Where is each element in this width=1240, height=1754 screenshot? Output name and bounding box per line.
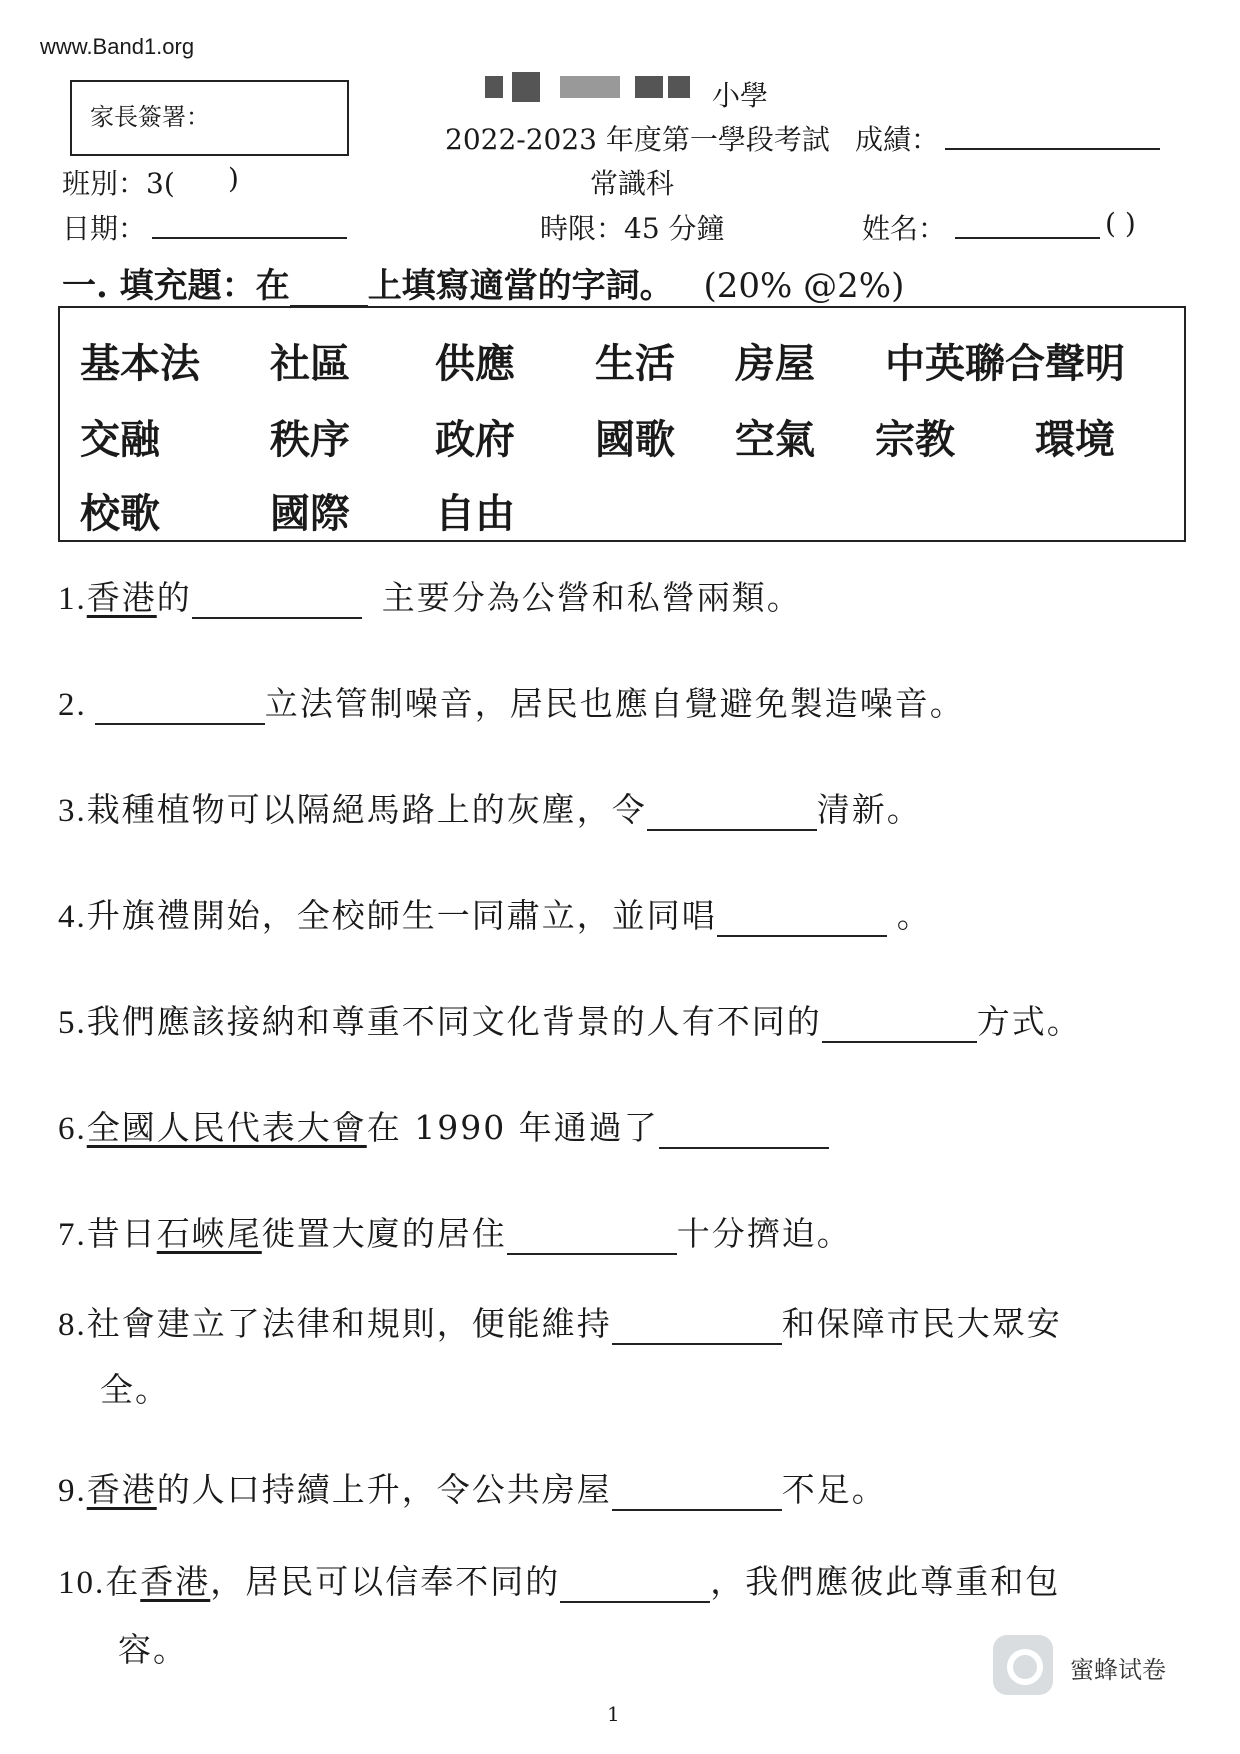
question-1: 1.香港的 主要分為公營和私營兩類。	[58, 578, 802, 617]
word-bank-item: 生活	[595, 340, 675, 387]
section-marks: (20% @2%)	[703, 266, 905, 306]
section-title-b: 上填寫適當的字詞。	[367, 266, 674, 306]
question-4: 4.升旗禮開始，全校師生一同肅立，並同唱 。	[58, 896, 932, 935]
redacted-block	[512, 72, 540, 102]
answer-blank[interactable]	[822, 1011, 977, 1043]
word-bank-item: 房屋	[735, 340, 815, 387]
answer-blank[interactable]	[192, 587, 362, 619]
answer-blank[interactable]	[612, 1479, 782, 1511]
word-bank	[58, 306, 1186, 542]
redacted-block	[668, 76, 690, 98]
word-bank-item: 環境	[1035, 416, 1115, 463]
watermark-logo-icon	[993, 1635, 1053, 1695]
subject: 常識科	[590, 167, 675, 200]
section-title	[62, 258, 904, 307]
website-url: www.Band1.org	[40, 34, 195, 59]
class-label: 班別：3(	[62, 167, 175, 200]
question-5: 5.我們應該接納和尊重不同文化背景的人有不同的 方式。	[58, 1002, 1082, 1041]
time-limit: 時限：45 分鐘	[540, 212, 725, 245]
redacted-block	[485, 76, 503, 98]
answer-blank[interactable]	[560, 1571, 710, 1603]
name-line	[955, 207, 1100, 239]
word-bank-item: 校歌	[80, 490, 160, 537]
word-bank-item: 自由	[435, 490, 515, 537]
title-blank	[290, 279, 368, 307]
word-bank-item: 供應	[435, 340, 515, 387]
signature-box	[70, 80, 349, 156]
watermark-text: 蜜蜂试卷	[1070, 1656, 1166, 1684]
question-6: 6.全國人民代表大會在 1990 年通過了	[58, 1102, 829, 1149]
section-title-a: 一. 填充題：在	[62, 266, 290, 306]
name-paren: ( )	[1105, 207, 1136, 240]
word-bank-item: 國際	[270, 490, 350, 537]
page-number: 1	[607, 1702, 620, 1726]
signature-label: 家長簽署：	[90, 103, 210, 131]
school-name: 小學	[712, 79, 769, 112]
question-9: 9.香港的人口持續上升，令公共房屋 不足。	[58, 1470, 887, 1509]
question-10: 10.在香港，居民可以信奉不同的 ，我們應彼此尊重和包	[58, 1562, 1061, 1601]
word-bank-item: 交融	[80, 416, 160, 463]
score-label: 成績：	[855, 123, 940, 156]
answer-blank[interactable]	[717, 905, 887, 937]
exam-title: 2022-2023 年度第一學段考試	[445, 123, 830, 156]
answer-blank[interactable]	[507, 1223, 677, 1255]
question-10-continuation: 容。	[118, 1630, 188, 1669]
word-bank-item: 基本法	[80, 340, 200, 387]
answer-blank[interactable]	[95, 693, 265, 725]
name-label: 姓名：	[862, 212, 947, 245]
class-close: )	[228, 162, 239, 195]
question-8-continuation: 全。	[100, 1370, 170, 1409]
answer-blank[interactable]	[612, 1313, 782, 1345]
score-line	[945, 118, 1160, 150]
word-bank-item: 中英聯合聲明	[885, 340, 1125, 387]
redacted-block	[560, 76, 620, 98]
date-line	[152, 207, 347, 239]
question-7: 7.昔日石峽尾徙置大廈的居住 十分擠迫。	[58, 1214, 852, 1253]
word-bank-item: 宗教	[875, 416, 955, 463]
answer-blank[interactable]	[647, 799, 817, 831]
word-bank-item: 政府	[435, 416, 515, 463]
question-8: 8.社會建立了法律和規則，便能維持 和保障市民大眾安	[58, 1304, 1062, 1343]
word-bank-item: 空氣	[735, 416, 815, 463]
question-3: 3.栽種植物可以隔絕馬路上的灰塵，令 清新。	[58, 790, 922, 829]
word-bank-item: 國歌	[595, 416, 675, 463]
question-2: 2. 立法管制噪音，居民也應自覺避免製造噪音。	[58, 684, 965, 723]
redacted-block	[635, 76, 663, 98]
word-bank-item: 社區	[270, 340, 350, 387]
answer-blank[interactable]	[659, 1117, 829, 1149]
date-label: 日期：	[62, 212, 147, 245]
word-bank-item: 秩序	[270, 416, 350, 463]
